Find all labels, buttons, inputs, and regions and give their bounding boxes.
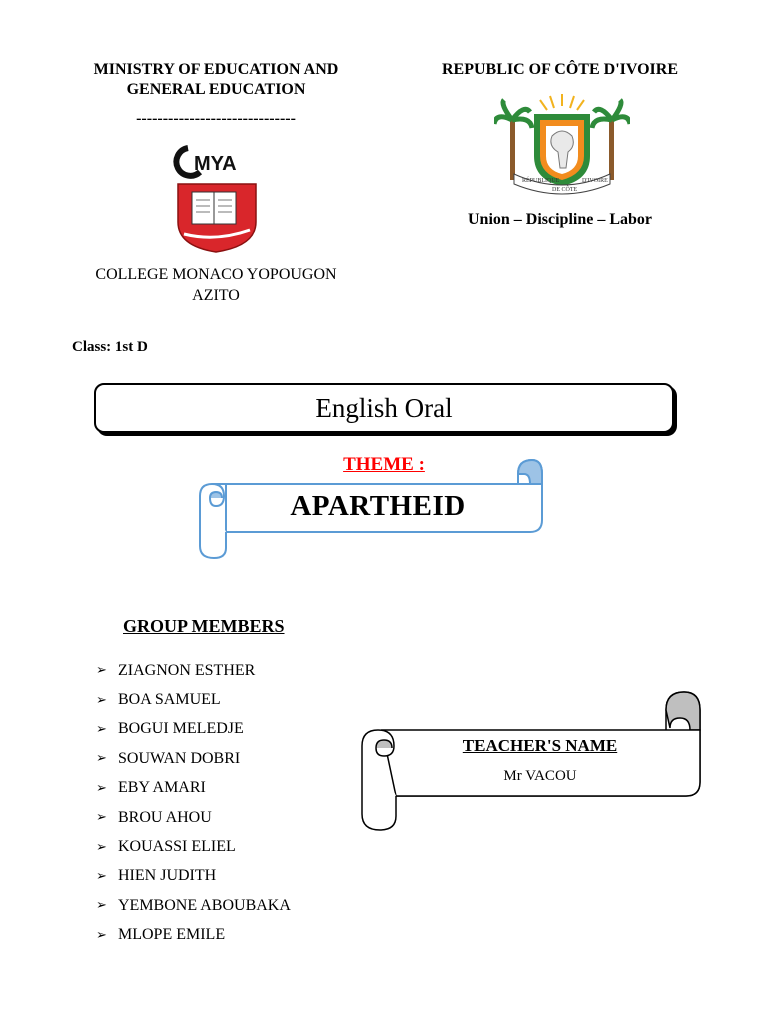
arrowhead-bullet-icon: ➢ — [96, 868, 107, 884]
subject-title: English Oral — [315, 392, 453, 423]
list-item — [96, 832, 291, 861]
list-item — [96, 685, 291, 714]
list-item — [96, 803, 291, 832]
college-line-1: COLLEGE MONACO YOPOUGON — [95, 266, 337, 283]
emblem-ribbon-text-mid: DE CÔTE — [552, 187, 578, 193]
arrowhead-bullet-icon: ➢ — [96, 721, 107, 737]
member-name: BROU AHOU — [118, 808, 212, 826]
arrowhead-bullet-icon: ➢ — [96, 751, 107, 767]
list-item — [96, 774, 291, 803]
member-name: BOA SAMUEL — [118, 691, 221, 709]
list-item — [96, 891, 291, 920]
list-item — [96, 862, 291, 891]
arrowhead-bullet-icon: ➢ — [96, 898, 107, 914]
republic-heading: REPUBLIC OF CÔTE D'IVOIRE — [441, 61, 678, 78]
list-item — [96, 656, 291, 685]
list-item — [96, 744, 291, 773]
arrowhead-bullet-icon: ➢ — [96, 839, 107, 855]
class-label: Class: 1st D — [72, 339, 148, 355]
teacher-scroll-banner — [358, 690, 704, 832]
college-line-2: AZITO — [192, 287, 240, 304]
member-name: HIEN JUDITH — [118, 867, 217, 885]
arrowhead-bullet-icon: ➢ — [96, 663, 107, 679]
group-members-title: GROUP MEMBERS — [123, 616, 285, 636]
teacher-name: Mr VACOU — [503, 768, 577, 784]
ministry-line-2: GENERAL EDUCATION — [126, 81, 306, 98]
coat-of-arms-emblem — [494, 90, 630, 202]
group-members-list — [96, 656, 291, 950]
school-logo — [170, 142, 260, 254]
theme-label: THEME : — [343, 454, 425, 475]
subject-box — [94, 383, 674, 433]
arrowhead-bullet-icon: ➢ — [96, 927, 107, 943]
member-name: BOGUI MELEDJE — [118, 720, 244, 738]
ministry-line-1: MINISTRY OF EDUCATION AND — [93, 61, 339, 78]
list-item — [96, 715, 291, 744]
member-name: YEMBONE ABOUBAKA — [118, 896, 291, 914]
member-name: EBY AMARI — [118, 779, 206, 797]
college-name — [60, 264, 372, 306]
member-name: MLOPE EMILE — [118, 926, 226, 944]
arrowhead-bullet-icon: ➢ — [96, 780, 107, 796]
school-logo-text: MYA — [194, 153, 237, 175]
emblem-ribbon-text-left: RÉPUBLIQUE — [522, 178, 560, 184]
ministry-heading — [60, 60, 372, 100]
national-motto: Union – Discipline – Labor — [467, 211, 653, 228]
arrowhead-bullet-icon: ➢ — [96, 692, 107, 708]
member-name: KOUASSI ELIEL — [118, 838, 236, 856]
ministry-separator: ------------------------------ — [136, 110, 296, 127]
arrowhead-bullet-icon: ➢ — [96, 810, 107, 826]
member-name: ZIAGNON ESTHER — [118, 661, 256, 679]
list-item — [96, 921, 291, 950]
emblem-ribbon-text-right: D'IVOIRE — [582, 178, 608, 184]
theme-title: APARTHEID — [290, 490, 466, 522]
member-name: SOUWAN DOBRI — [118, 749, 241, 767]
teacher-name-title: TEACHER'S NAME — [462, 736, 618, 755]
